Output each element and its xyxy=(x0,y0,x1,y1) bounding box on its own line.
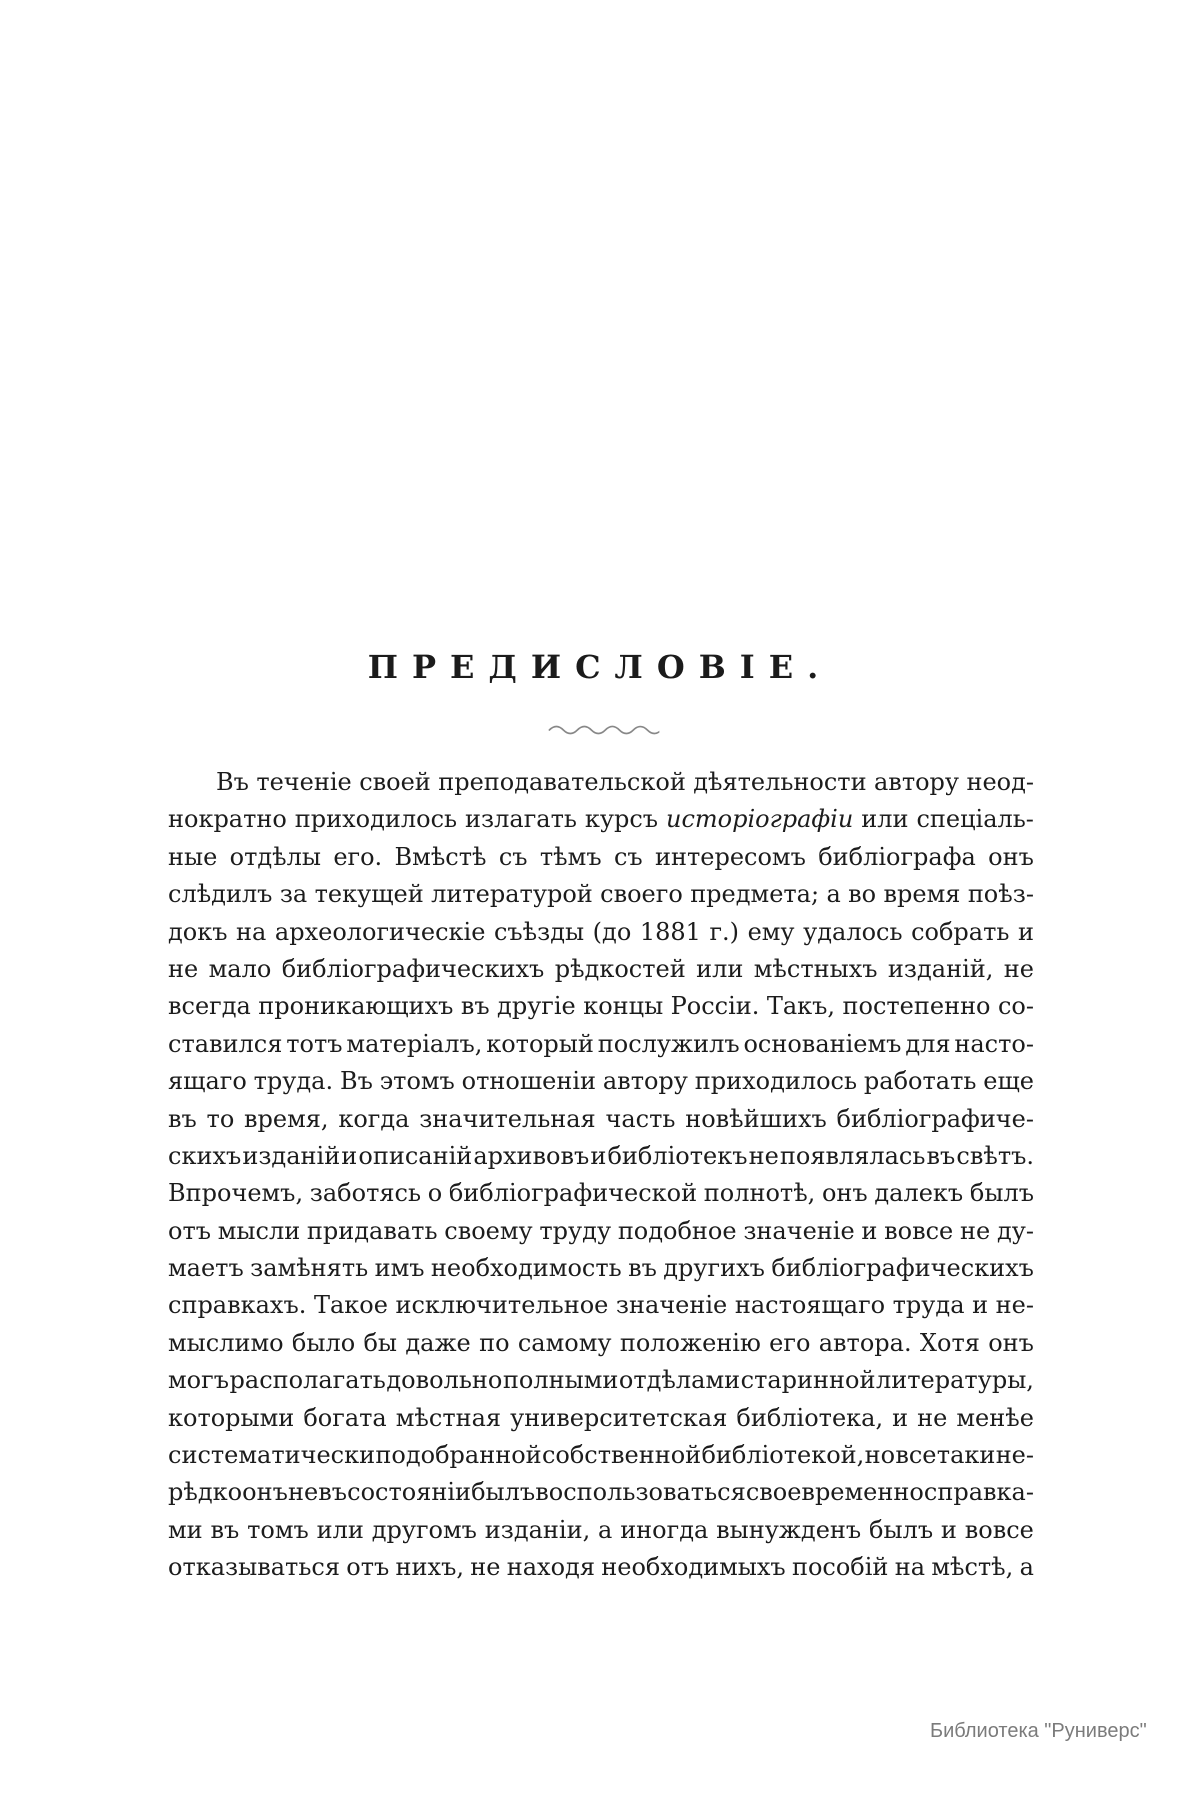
word: библіотекой, xyxy=(701,1441,865,1470)
word: онъ xyxy=(821,1179,868,1208)
word: полными xyxy=(502,1366,619,1395)
word: докъ xyxy=(168,917,228,946)
word: и xyxy=(940,1515,957,1544)
word: съ xyxy=(498,842,528,871)
word: время, xyxy=(244,1104,329,1133)
word: необходимость xyxy=(430,1254,622,1283)
word: онъ xyxy=(988,842,1034,871)
word: труда xyxy=(892,1291,965,1320)
word: и xyxy=(341,1141,358,1170)
word: но xyxy=(864,1441,896,1470)
word: за xyxy=(279,880,308,909)
word: Вмѣстѣ xyxy=(394,842,487,871)
word: далекъ xyxy=(874,1179,964,1208)
word: значеніе xyxy=(743,1216,855,1245)
text-line xyxy=(168,1329,1034,1366)
text-line xyxy=(168,992,1034,1029)
word: систематически xyxy=(168,1441,376,1470)
word: мѣстѣ, xyxy=(931,1553,1014,1582)
word: университетская xyxy=(510,1403,728,1432)
word: удалось xyxy=(803,917,903,946)
word: онъ xyxy=(988,1328,1034,1357)
word: литературы, xyxy=(876,1366,1034,1395)
word: матеріалъ, xyxy=(346,1029,483,1058)
word: ду- xyxy=(996,1216,1034,1245)
word: было xyxy=(291,1328,356,1357)
word: былъ xyxy=(869,1515,934,1544)
word: насто- xyxy=(954,1029,1034,1058)
word: автору xyxy=(602,1067,688,1096)
word: поѣз- xyxy=(967,880,1034,909)
word: послужилъ xyxy=(597,1029,740,1058)
word: или xyxy=(696,954,744,983)
word: своей xyxy=(359,768,431,796)
word: Впрочемъ, xyxy=(168,1179,304,1208)
word: то xyxy=(206,1104,235,1133)
text-line xyxy=(168,1366,1034,1403)
word: библіотекъ xyxy=(607,1141,748,1170)
text-line xyxy=(168,1291,1034,1328)
word: интересомъ xyxy=(655,842,806,871)
word: ные xyxy=(168,842,218,871)
word: неод- xyxy=(966,768,1034,796)
word: и xyxy=(972,1291,989,1320)
text-line xyxy=(168,1179,1034,1216)
word: свѣтъ. xyxy=(956,1141,1034,1170)
text-line xyxy=(168,843,1034,880)
word: археологическіе xyxy=(274,917,486,946)
word: скихъ xyxy=(168,1141,242,1170)
word: изданій xyxy=(242,1141,341,1170)
word: со- xyxy=(997,992,1034,1021)
word: не xyxy=(168,954,199,983)
word: концы xyxy=(583,992,664,1021)
word: тотъ xyxy=(286,1029,343,1058)
word: рѣдкостей xyxy=(554,954,686,983)
word: библіографической xyxy=(448,1179,698,1208)
word: постепенно xyxy=(842,992,991,1021)
word: не- xyxy=(995,1291,1034,1320)
word: состояніи xyxy=(347,1478,472,1507)
word: былъ xyxy=(471,1478,536,1507)
word: слѣдилъ xyxy=(168,880,273,909)
word: съѣзды xyxy=(493,917,585,946)
word: или xyxy=(861,805,909,834)
word: и xyxy=(861,1216,878,1245)
word: г.) xyxy=(709,917,740,946)
word: полнотѣ, xyxy=(703,1179,816,1208)
word: библіографическихъ xyxy=(771,1254,1034,1283)
word: собрать xyxy=(911,917,1010,946)
word: его xyxy=(769,1328,811,1357)
word: время xyxy=(883,880,961,909)
word: ми xyxy=(168,1515,203,1544)
word: описаній xyxy=(358,1141,473,1170)
word: бы xyxy=(363,1328,398,1357)
word: спеціаль- xyxy=(916,805,1034,834)
word: нократно xyxy=(168,805,287,834)
text-line xyxy=(168,768,1034,805)
text-line xyxy=(168,1217,1034,1254)
word: не xyxy=(287,1478,319,1507)
word: необходимыхъ xyxy=(601,1553,786,1582)
word: мало xyxy=(208,954,272,983)
word: не xyxy=(960,1216,991,1245)
word: во xyxy=(848,880,877,909)
word: подобное xyxy=(617,1216,737,1245)
word: для xyxy=(905,1029,951,1058)
word: рѣдко xyxy=(168,1478,243,1507)
word: работать xyxy=(863,1067,977,1096)
word: библіотека, xyxy=(736,1403,884,1432)
text-line xyxy=(168,1067,1034,1104)
word: мыслимо xyxy=(168,1328,284,1357)
word: справкахъ. xyxy=(168,1291,307,1320)
word: справка- xyxy=(923,1478,1034,1507)
word: который xyxy=(486,1029,594,1058)
word: архивовъ xyxy=(473,1141,590,1170)
word: отъ xyxy=(346,1553,390,1582)
text-line xyxy=(168,880,1034,917)
word: проникающихъ xyxy=(258,992,454,1021)
word: не xyxy=(1003,954,1034,983)
word: текущей xyxy=(314,880,424,909)
text-line xyxy=(168,1441,1034,1478)
word: мѣстныхъ xyxy=(753,954,878,983)
word: Въ xyxy=(339,1067,373,1096)
word: исторіографіи xyxy=(666,805,854,834)
preface-text-block xyxy=(168,768,1034,1591)
word: на xyxy=(236,917,267,946)
word: своевременно xyxy=(745,1478,924,1507)
word: еще xyxy=(983,1067,1034,1096)
word: подобранной xyxy=(375,1441,542,1470)
word: онъ xyxy=(242,1478,288,1507)
text-line xyxy=(168,918,1034,955)
word: или xyxy=(316,1515,364,1544)
word: курсъ xyxy=(584,805,659,834)
word: старинной xyxy=(740,1366,876,1395)
word: воспользоваться xyxy=(535,1478,746,1507)
word: въ xyxy=(460,992,490,1021)
word: Хотя xyxy=(919,1328,980,1357)
word: основаніемъ xyxy=(743,1029,902,1058)
word: иногда xyxy=(620,1515,709,1544)
word: другихъ xyxy=(663,1254,765,1283)
word: заботясь xyxy=(309,1179,422,1208)
word: литературой xyxy=(431,880,593,909)
word: не xyxy=(470,1553,501,1582)
word: Россіи. xyxy=(670,992,760,1021)
word: автору xyxy=(874,768,960,796)
word: съ xyxy=(613,842,643,871)
word: въ xyxy=(168,1104,197,1133)
word: въ xyxy=(926,1141,956,1170)
word: менѣе xyxy=(956,1403,1034,1432)
word: этомъ xyxy=(379,1067,455,1096)
word: отказываться xyxy=(168,1553,340,1582)
word: и xyxy=(892,1403,909,1432)
word: вынужденъ xyxy=(716,1515,862,1544)
word: исключительное xyxy=(395,1291,609,1320)
word: его. xyxy=(333,842,383,871)
word: собственной xyxy=(541,1441,702,1470)
text-line xyxy=(168,1516,1034,1553)
word: не xyxy=(917,1403,948,1432)
word: все xyxy=(895,1441,937,1470)
word: таки xyxy=(936,1441,996,1470)
word: приходилось xyxy=(294,805,458,834)
word: библіографиче- xyxy=(836,1104,1034,1133)
word: труда. xyxy=(253,1067,334,1096)
page-title: ПРЕДИСЛОВІЕ. xyxy=(367,648,833,686)
word: въ xyxy=(318,1478,348,1507)
word: маетъ xyxy=(168,1254,244,1283)
word: появлялась xyxy=(779,1141,926,1170)
word: излагать xyxy=(465,805,577,834)
word: значительная xyxy=(419,1104,596,1133)
word: 1881 xyxy=(639,917,701,946)
text-line xyxy=(168,955,1034,992)
word: Такъ, xyxy=(766,992,836,1021)
word: библіографа xyxy=(818,842,976,871)
text-line xyxy=(168,1404,1034,1441)
word: отъ xyxy=(168,1216,211,1245)
text-line xyxy=(168,1030,1034,1067)
word: могъ xyxy=(168,1366,229,1395)
word: въ xyxy=(210,1515,240,1544)
word: вовсе xyxy=(884,1216,954,1245)
word: по xyxy=(479,1328,510,1357)
word: часть xyxy=(605,1104,676,1133)
word: всегда xyxy=(168,992,251,1021)
runivers-watermark: Библиотека "Руниверс" xyxy=(930,1720,1147,1742)
word: другіе xyxy=(497,992,576,1021)
word: отдѣлами xyxy=(618,1366,741,1395)
word: довольно xyxy=(386,1366,503,1395)
word: находя xyxy=(506,1553,595,1582)
word: не- xyxy=(995,1441,1034,1470)
word: на xyxy=(894,1553,926,1582)
word: а xyxy=(598,1515,613,1544)
word: труду xyxy=(539,1216,612,1245)
word: ящаго xyxy=(168,1067,247,1096)
word: отношеніи xyxy=(461,1067,597,1096)
word: имъ xyxy=(374,1254,425,1283)
text-line xyxy=(168,1254,1034,1291)
text-line xyxy=(168,1142,1034,1179)
word: автора. xyxy=(818,1328,912,1357)
word: вовсе xyxy=(964,1515,1034,1544)
word: приходилось xyxy=(694,1067,858,1096)
word: пособій xyxy=(791,1553,889,1582)
word: мысли xyxy=(217,1216,301,1245)
word: Въ xyxy=(216,768,249,796)
word: отдѣлы xyxy=(229,842,321,871)
word: въ xyxy=(628,1254,657,1283)
word: нихъ, xyxy=(395,1553,464,1582)
text-line xyxy=(168,805,1034,842)
text-line xyxy=(168,1478,1034,1515)
word: мѣстная xyxy=(395,1403,502,1432)
word: изданіи, xyxy=(484,1515,591,1544)
word: предмета; xyxy=(690,880,820,909)
word: томъ xyxy=(247,1515,309,1544)
word: когда xyxy=(338,1104,410,1133)
word: богата xyxy=(303,1403,387,1432)
word: располагать xyxy=(229,1366,386,1395)
word: Такое xyxy=(313,1291,388,1320)
word: былъ xyxy=(969,1179,1034,1208)
word: преподавательской xyxy=(438,768,686,796)
word: настоящаго xyxy=(734,1291,886,1320)
word: своего xyxy=(600,880,683,909)
word: положенію xyxy=(619,1328,761,1357)
word: тѣмъ xyxy=(539,842,602,871)
word: даже xyxy=(405,1328,471,1357)
word: дѣятельности xyxy=(693,768,867,796)
word: своему xyxy=(444,1216,533,1245)
squiggle-divider-icon xyxy=(547,720,659,739)
word: которыми xyxy=(168,1403,295,1432)
text-line xyxy=(168,1553,1034,1590)
word: ставился xyxy=(168,1029,283,1058)
word: о xyxy=(427,1179,443,1208)
word: новѣйшихъ xyxy=(685,1104,827,1133)
word: теченіе xyxy=(256,768,352,796)
word: ему xyxy=(747,917,795,946)
word: (до xyxy=(592,917,632,946)
word: а xyxy=(1019,1553,1034,1582)
word: не xyxy=(748,1141,779,1170)
word: библіографическихъ xyxy=(281,954,545,983)
word: другомъ xyxy=(371,1515,477,1544)
word: и xyxy=(590,1141,607,1170)
word: изданій, xyxy=(887,954,994,983)
word: придавать xyxy=(306,1216,438,1245)
word: замѣнять xyxy=(250,1254,369,1283)
word: а xyxy=(826,880,841,909)
word: значеніе xyxy=(615,1291,728,1320)
word: самому xyxy=(517,1328,612,1357)
word: и xyxy=(1017,917,1034,946)
text-line xyxy=(168,1105,1034,1142)
